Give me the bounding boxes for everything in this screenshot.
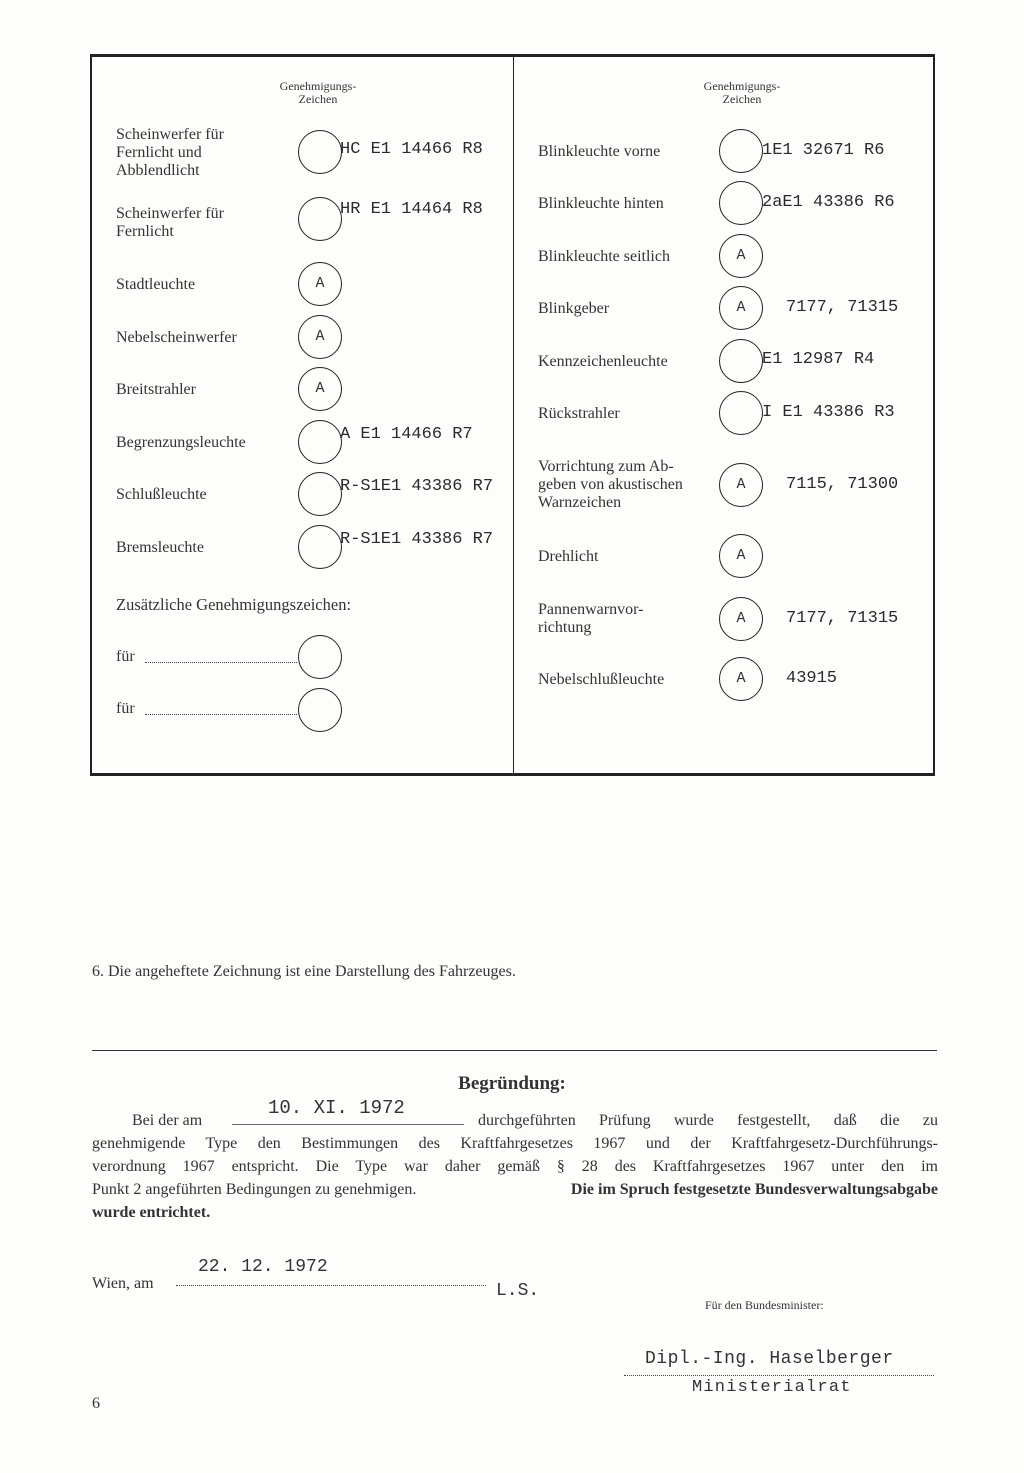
approval-circle	[298, 420, 342, 464]
label-line: geben von akustischen	[538, 476, 683, 493]
date-line	[232, 1124, 464, 1125]
item-6-text: 6. Die angeheftete Zeichnung ist eine Darstellung des Fahrzeuges.	[92, 963, 516, 980]
left-row-8-label	[116, 539, 204, 557]
approval-code: R-S1E1 43386 R7	[340, 477, 494, 496]
label-line: Blinkleuchte seitlich	[538, 248, 670, 265]
begruendung-title: Begründung:	[458, 1073, 566, 1094]
fill-in-line	[145, 662, 297, 663]
begruendung-line5: wurde entrichtet.	[92, 1204, 211, 1221]
begruendung-line4	[92, 1178, 938, 1201]
section-divider	[92, 1050, 937, 1051]
left-header-line1: Genehmigungs-	[279, 79, 357, 93]
label-line: Stadtleuchte	[116, 276, 196, 293]
approval-circle-empty	[298, 635, 342, 679]
page-number: 6	[92, 1395, 100, 1412]
label-line: Blinkleuchte hinten	[538, 195, 664, 212]
approval-circle: A	[719, 597, 763, 641]
right-header-line2: Zeichen	[722, 92, 762, 106]
label-line: Blinkleuchte vorne	[538, 143, 661, 160]
approval-circle	[298, 130, 342, 174]
label-line: Warnzeichen	[538, 494, 622, 511]
left-row-6-label	[116, 434, 246, 452]
approval-circle: A	[719, 463, 763, 507]
additional-title: Zusätzliche Genehmigungszeichen:	[116, 595, 352, 614]
label-line: Blinkgeber	[538, 300, 610, 317]
signatory-title: Ministerialrat	[692, 1378, 852, 1397]
approval-code: 43915	[786, 669, 838, 688]
approval-code: 1E1 32671 R6	[762, 141, 885, 160]
label-line: Abblendlicht	[116, 162, 200, 179]
approval-circle	[719, 129, 763, 173]
left-row-7-label	[116, 486, 207, 504]
right-row-8-label	[538, 548, 598, 566]
for-label: Für den Bundesminister:	[705, 1298, 824, 1312]
approval-circle: A	[298, 262, 342, 306]
approval-code: I E1 43386 R3	[762, 403, 895, 422]
left-header	[258, 80, 378, 106]
left-row-3-label	[116, 276, 195, 294]
label-line: Begrenzungsleuchte	[116, 434, 246, 451]
approval-circle	[298, 472, 342, 516]
left-row-4-label	[116, 329, 237, 347]
label-line: Fernlicht	[116, 223, 174, 240]
approval-circle: A	[719, 534, 763, 578]
begruendung-prefix: Bei der am	[132, 1112, 203, 1129]
right-row-1-label	[538, 143, 660, 161]
right-header-line1: Genehmigungs-	[703, 79, 781, 93]
approval-circle: A	[298, 367, 342, 411]
label-line: Scheinwerfer für	[116, 126, 224, 143]
fill-in-line	[145, 714, 297, 715]
right-row-4-label	[538, 300, 609, 318]
label-line: Rückstrahler	[538, 405, 620, 422]
left-row-1-label	[116, 126, 224, 180]
additional-row-2-label: für	[116, 700, 135, 717]
date-fill-line	[176, 1285, 486, 1286]
approval-circle: A	[719, 657, 763, 701]
left-header-line2: Zeichen	[298, 92, 338, 106]
approval-code: HR E1 14464 R8	[340, 200, 483, 219]
left-row-2-label	[116, 205, 224, 241]
right-row-3-label	[538, 248, 670, 266]
approval-code: HC E1 14466 R8	[340, 140, 483, 159]
signatory-name: Dipl.-Ing. Haselberger	[645, 1349, 894, 1369]
additional-row-1-label: für	[116, 648, 135, 665]
label-line: Schlußleuchte	[116, 486, 207, 503]
table-column-divider	[513, 56, 514, 774]
right-row-10-label	[538, 671, 664, 689]
label-line: Pannenwarnvor-	[538, 601, 644, 618]
approval-code: 2aE1 43386 R6	[762, 193, 895, 212]
label-line: Scheinwerfer für	[116, 205, 224, 222]
inspection-date: 10. XI. 1972	[268, 1097, 405, 1119]
label-line: Nebelscheinwerfer	[116, 329, 237, 346]
label-line: Drehlicht	[538, 548, 599, 565]
right-row-7-label	[538, 458, 683, 512]
approval-circle	[298, 525, 342, 569]
label-line: Fernlicht und	[116, 144, 202, 161]
right-row-2-label	[538, 195, 664, 213]
approval-code: A E1 14466 R7	[340, 425, 473, 444]
label-line: Breitstrahler	[116, 381, 196, 398]
right-row-6-label	[538, 405, 620, 423]
approval-circle: A	[298, 315, 342, 359]
approval-circle: A	[719, 234, 763, 278]
label-line: Nebelschlußleuchte	[538, 671, 665, 688]
left-row-5-label	[116, 381, 196, 399]
right-row-9-label	[538, 601, 643, 637]
approval-code: E1 12987 R4	[762, 350, 875, 369]
label-line: Vorrichtung zum Ab-	[538, 458, 674, 475]
right-row-5-label	[538, 353, 668, 371]
label-line: richtung	[538, 619, 592, 636]
approval-code: 7115, 71300	[786, 475, 899, 494]
approval-circle: A	[719, 286, 763, 330]
begruendung-line2: genehmigende Type den Bestimmungen des Kraftfahrgesetzes 1967 und der Kraftfahrgesetz-Durchführungs-	[92, 1135, 938, 1152]
approval-code: 7177, 71315	[786, 609, 899, 628]
approval-circle	[719, 391, 763, 435]
begruendung-line3: verordnung 1967 entspricht. Die Type war daher gemäß § 28 des Kraftfahrgesetzes 1967 unter den im	[92, 1158, 938, 1175]
right-header	[682, 80, 802, 106]
label-line: Bremsleuchte	[116, 539, 204, 556]
approval-circle-empty	[298, 688, 342, 732]
begruendung-line1: durchgeführten Prüfung wurde festgestellt, daß die zu	[478, 1112, 938, 1129]
line4-normal: Punkt 2 angeführten Bedingungen zu genehmigen.	[92, 1181, 417, 1198]
approval-circle	[298, 197, 342, 241]
approval-code: R-S1E1 43386 R7	[340, 530, 494, 549]
approval-circle	[719, 339, 763, 383]
label-line: Kennzeichenleuchte	[538, 353, 668, 370]
approval-code: 7177, 71315	[786, 298, 899, 317]
signature-line	[624, 1375, 934, 1376]
signature-date: 22. 12. 1972	[198, 1257, 328, 1277]
line4-bold: Die im Spruch festgesetzte Bundesverwaltungsabgabe	[570, 1181, 938, 1198]
seal-mark: L.S.	[496, 1281, 540, 1301]
approval-circle	[719, 181, 763, 225]
place-label: Wien, am	[92, 1275, 154, 1292]
